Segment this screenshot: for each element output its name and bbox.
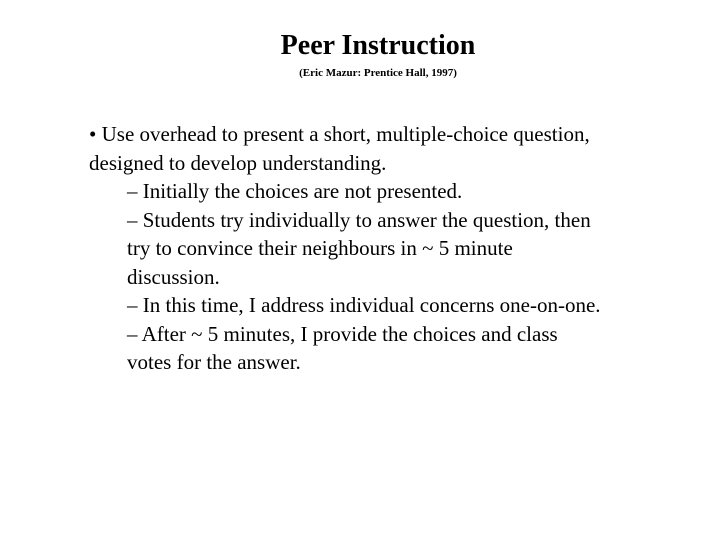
- slide-body: [89, 120, 629, 377]
- sub-point-1: – Initially the choices are not presented.: [127, 179, 463, 203]
- sub-point-4: – After ~ 5 minutes, I provide the choices and class votes for the answer.: [127, 321, 558, 374]
- sub-point-3: – In this time, I address individual concerns one-on-one.: [127, 293, 601, 317]
- main-bullet: • Use overhead to present a short, multiple-choice question, designed to develop understanding.: [89, 122, 590, 175]
- slide-title: Peer Instruction: [280, 30, 476, 61]
- slide-subtitle: (Eric Mazur: Prentice Hall, 1997): [299, 67, 457, 79]
- sub-point-2: – Students try individually to answer the question, then try to convince their neighbours in ~ 5 minute discussion.: [127, 207, 591, 289]
